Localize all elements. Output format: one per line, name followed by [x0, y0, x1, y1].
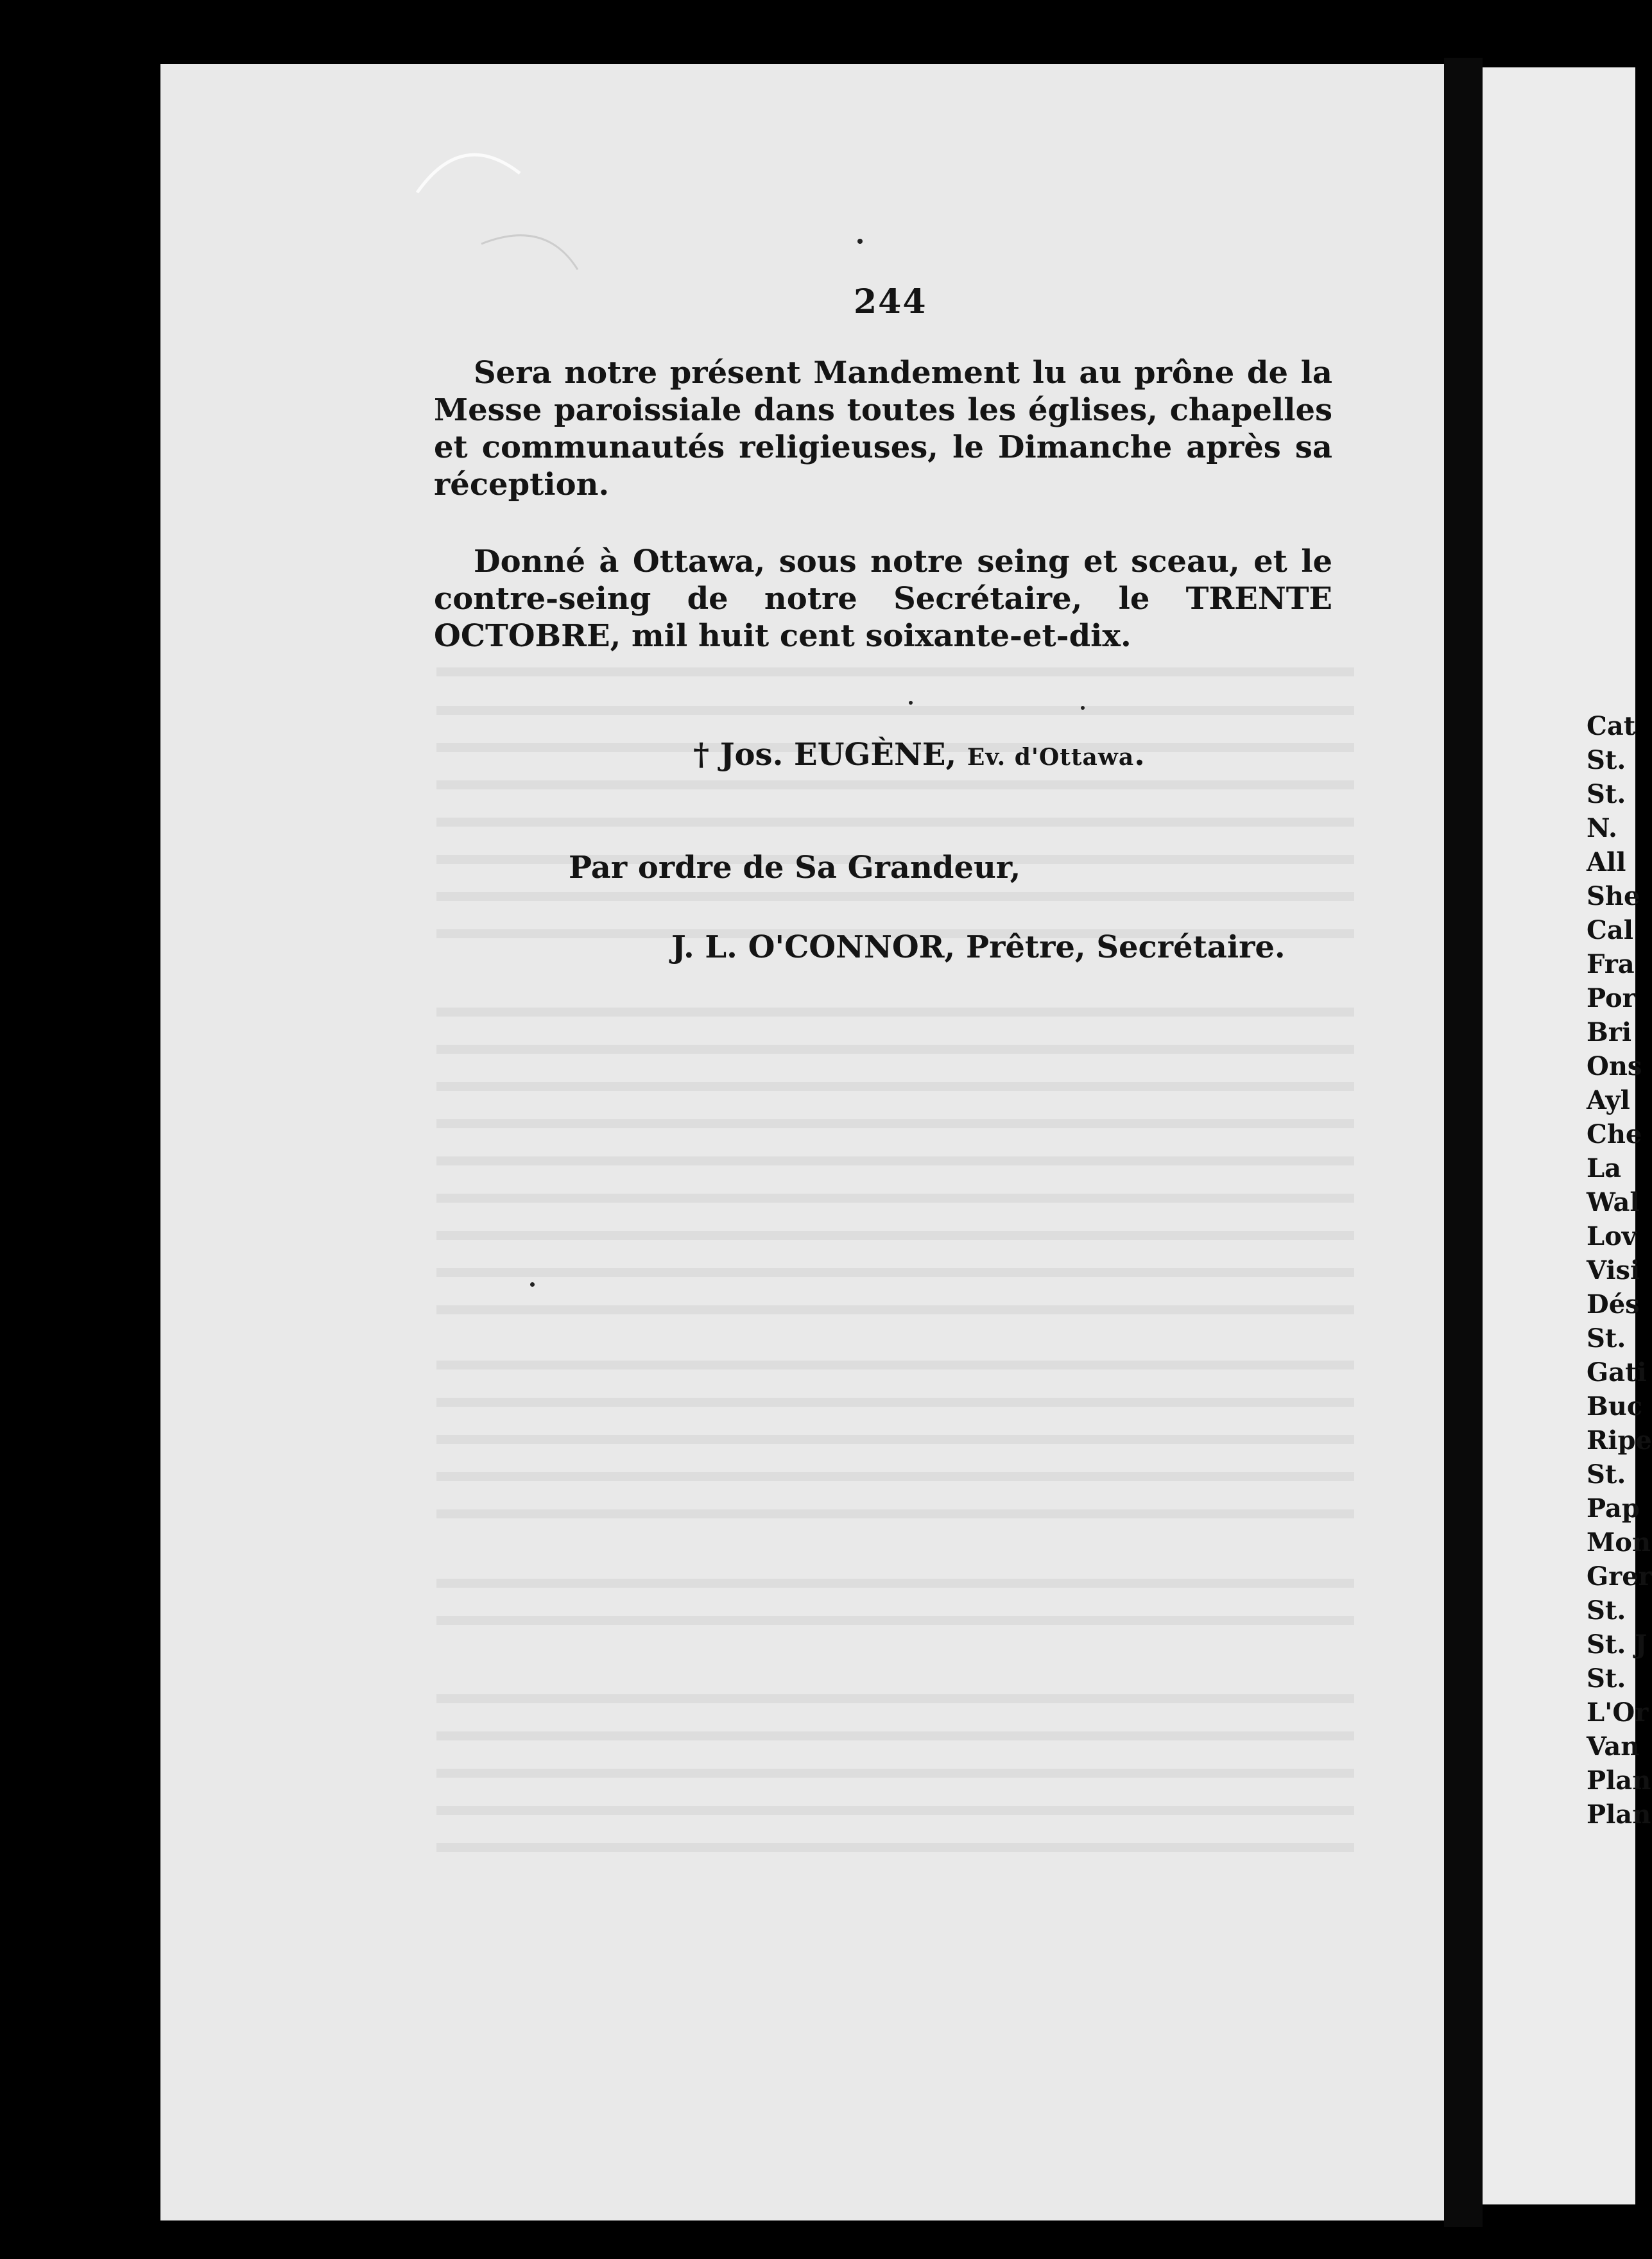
adjacent-page-fragment: Van — [1587, 1731, 1640, 1762]
adjacent-page-fragment: Bri — [1587, 1017, 1632, 1047]
adjacent-page-fragment: Ayl — [1587, 1085, 1630, 1115]
paragraph-dating: Donné à Ottawa, sous notre seing et sceau, et le contre-seing de notre Secrétaire, le TRENTE OCTOBRE, mil huit cent soixante-et-dix. — [434, 544, 1332, 654]
adjacent-page-fragment: Buc — [1587, 1391, 1643, 1422]
adjacent-page-fragment: Gati — [1587, 1357, 1647, 1387]
adjacent-page-fragment: Plan — [1587, 1765, 1651, 1796]
adjacent-page-fragment: Mon — [1587, 1527, 1651, 1558]
adjacent-page-fragment: St. — [1587, 1323, 1626, 1353]
adjacent-page-fragment: St. — [1587, 745, 1626, 775]
ink-speck — [909, 701, 913, 705]
adjacent-page-fragment: Wal — [1587, 1187, 1640, 1217]
adjacent-page-fragment: Grer — [1587, 1561, 1652, 1592]
adjacent-page-fragment: Pap — [1587, 1493, 1640, 1524]
paragraph-reading-instruction: Sera notre présent Mandement lu au prône de la Messe paroissiale dans toutes les églises, chapelles et communautés religieuses, le Dimanche après sa réception. — [434, 355, 1332, 502]
adjacent-page-list — [1587, 709, 1652, 1832]
adjacent-page-fragment: Ons — [1587, 1051, 1642, 1081]
adjacent-page — [1483, 67, 1652, 2204]
adjacent-page-fragment: Ripe — [1587, 1425, 1652, 1456]
bishop-title: Ev. d'Ottawa — [967, 744, 1135, 771]
bishop-signature — [693, 737, 1145, 773]
adjacent-page-fragment: L'Or — [1587, 1697, 1649, 1728]
adjacent-page-fragment: Visi — [1587, 1255, 1640, 1285]
bishop-name: † Jos. EUGÈNE, — [693, 737, 967, 773]
page-number: 244 — [854, 282, 927, 322]
adjacent-page-fragment: St. — [1587, 1663, 1626, 1694]
adjacent-page-fragment: Lov — [1587, 1221, 1637, 1251]
adjacent-page-fragment: St. — [1587, 1459, 1626, 1490]
adjacent-page-fragment: La — [1587, 1153, 1622, 1183]
adjacent-page-fragment: Por — [1587, 983, 1636, 1013]
adjacent-page-fragment: Plan — [1587, 1799, 1651, 1830]
book-gutter — [1444, 58, 1483, 2227]
ink-speck — [1081, 706, 1085, 710]
adjacent-page-fragment: Cal — [1587, 915, 1633, 945]
ink-speck — [857, 239, 863, 244]
order-line: Par ordre de Sa Grandeur, — [569, 850, 1021, 886]
secretary-signature: J. L. O'CONNOR, Prêtre, Secrétaire. — [671, 929, 1286, 965]
adjacent-page-fragment: All — [1587, 847, 1626, 877]
adjacent-page-fragment: St. — [1587, 779, 1626, 809]
adjacent-page-fragment: Cat — [1587, 711, 1636, 741]
adjacent-page-fragment: St. — [1587, 1595, 1626, 1626]
signature-period: . — [1134, 737, 1145, 773]
adjacent-page-fragment: She — [1587, 881, 1640, 911]
ink-speck — [530, 1282, 535, 1287]
adjacent-page-fragment: Dés — [1587, 1289, 1640, 1319]
adjacent-page-fragment: N. — [1587, 813, 1617, 843]
adjacent-page-fragment: St. J — [1587, 1629, 1648, 1660]
adjacent-page-fragment: Fra — [1587, 949, 1635, 979]
adjacent-page-fragment: Che — [1587, 1119, 1642, 1149]
